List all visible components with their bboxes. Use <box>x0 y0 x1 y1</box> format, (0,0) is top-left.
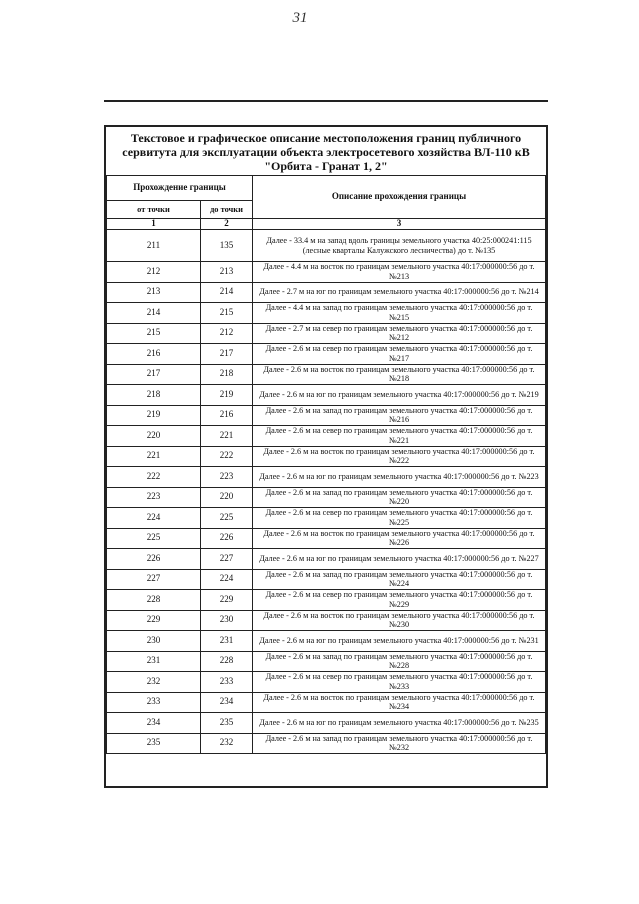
description-cell: Далее - 2.6 м на запад по границам земельного участка 40:17:000000:56 до т. №216 <box>253 405 546 426</box>
from-point-cell: 233 <box>107 692 201 713</box>
to-point-cell: 224 <box>201 569 253 590</box>
description-cell: Далее - 2.6 м на восток по границам земельного участка 40:17:000000:56 до т. №230 <box>253 610 546 631</box>
table-row <box>107 528 546 549</box>
from-point-cell: 216 <box>107 344 201 365</box>
table-row <box>107 230 546 262</box>
title-line-1: Текстовое и графическое описание местоположения границ публичного <box>130 131 522 145</box>
from-point-cell: 212 <box>107 262 201 283</box>
from-point-cell: 225 <box>107 528 201 549</box>
description-cell: Далее - 2.6 м на запад по границам земельного участка 40:17:000000:56 до т. №228 <box>253 651 546 672</box>
description-cell: Далее - 2.7 м на юг по границам земельного участка 40:17:000000:56 до т. №214 <box>253 282 546 303</box>
from-point-cell: 214 <box>107 303 201 324</box>
from-point-cell: 223 <box>107 487 201 508</box>
document-title <box>106 127 546 175</box>
table-row <box>107 323 546 344</box>
description-cell: Далее - 33.4 м на запад вдоль границы земельного участка 40:25:000241:115 (лесные кварталы Калужского лесничества) до т. №135 <box>253 230 546 262</box>
table-row <box>107 569 546 590</box>
description-cell: Далее - 2.6 м на север по границам земельного участка 40:17:000000:56 до т. №221 <box>253 426 546 447</box>
description-cell: Далее - 2.6 м на юг по границам земельного участка 40:17:000000:56 до т. №231 <box>253 631 546 652</box>
table-row <box>107 303 546 324</box>
table-row <box>107 610 546 631</box>
table-row <box>107 590 546 611</box>
to-point-cell: 231 <box>201 631 253 652</box>
to-point-cell: 226 <box>201 528 253 549</box>
header-to-point: до точки <box>201 201 253 219</box>
to-point-cell: 223 <box>201 467 253 488</box>
table-row <box>107 262 546 283</box>
from-point-cell: 211 <box>107 230 201 262</box>
description-cell: Далее - 4.4 м на запад по границам земельного участка 40:17:000000:56 до т. №215 <box>253 303 546 324</box>
table-row <box>107 405 546 426</box>
header-description: Описание прохождения границы <box>253 176 546 219</box>
column-number-2: 2 <box>201 219 253 230</box>
description-cell: Далее - 2.6 м на восток по границам земельного участка 40:17:000000:56 до т. №222 <box>253 446 546 467</box>
header-boundary-passage: Прохождение границы <box>107 176 253 201</box>
table-row <box>107 508 546 529</box>
to-point-cell: 233 <box>201 672 253 693</box>
page-number: 31 <box>292 10 308 26</box>
from-point-cell: 224 <box>107 508 201 529</box>
from-point-cell: 235 <box>107 733 201 754</box>
table-row <box>107 549 546 570</box>
to-point-cell: 235 <box>201 713 253 734</box>
from-point-cell: 228 <box>107 590 201 611</box>
to-point-cell: 234 <box>201 692 253 713</box>
to-point-cell: 135 <box>201 230 253 262</box>
description-cell: Далее - 2.6 м на север по границам земельного участка 40:17:000000:56 до т. №233 <box>253 672 546 693</box>
description-cell: Далее - 2.6 м на юг по границам земельного участка 40:17:000000:56 до т. №227 <box>253 549 546 570</box>
table-row <box>107 385 546 406</box>
description-cell: Далее - 2.7 м на север по границам земельного участка 40:17:000000:56 до т. №212 <box>253 323 546 344</box>
to-point-cell: 218 <box>201 364 253 385</box>
to-point-cell: 212 <box>201 323 253 344</box>
to-point-cell: 225 <box>201 508 253 529</box>
to-point-cell: 219 <box>201 385 253 406</box>
from-point-cell: 222 <box>107 467 201 488</box>
to-point-cell: 222 <box>201 446 253 467</box>
to-point-cell: 215 <box>201 303 253 324</box>
header-rule <box>104 100 548 102</box>
to-point-cell: 232 <box>201 733 253 754</box>
table-row <box>107 651 546 672</box>
servitude-frame <box>104 125 548 788</box>
table-row <box>107 672 546 693</box>
description-cell: Далее - 2.6 м на юг по границам земельного участка 40:17:000000:56 до т. №223 <box>253 467 546 488</box>
table-row <box>107 364 546 385</box>
description-cell: Далее - 2.6 м на запад по границам земельного участка 40:17:000000:56 до т. №232 <box>253 733 546 754</box>
table-body <box>107 230 546 754</box>
from-point-cell: 229 <box>107 610 201 631</box>
table-row <box>107 631 546 652</box>
to-point-cell: 213 <box>201 262 253 283</box>
to-point-cell: 220 <box>201 487 253 508</box>
from-point-cell: 215 <box>107 323 201 344</box>
table-row <box>107 467 546 488</box>
from-point-cell: 234 <box>107 713 201 734</box>
to-point-cell: 217 <box>201 344 253 365</box>
table-row <box>107 344 546 365</box>
to-point-cell: 230 <box>201 610 253 631</box>
from-point-cell: 217 <box>107 364 201 385</box>
from-point-cell: 227 <box>107 569 201 590</box>
table-row <box>107 426 546 447</box>
from-point-cell: 226 <box>107 549 201 570</box>
to-point-cell: 229 <box>201 590 253 611</box>
table-row <box>107 446 546 467</box>
to-point-cell: 216 <box>201 405 253 426</box>
to-point-cell: 214 <box>201 282 253 303</box>
description-cell: Далее - 2.6 м на восток по границам земельного участка 40:17:000000:56 до т. №218 <box>253 364 546 385</box>
from-point-cell: 220 <box>107 426 201 447</box>
description-cell: Далее - 2.6 м на восток по границам земельного участка 40:17:000000:56 до т. №226 <box>253 528 546 549</box>
description-cell: Далее - 2.6 м на север по границам земельного участка 40:17:000000:56 до т. №229 <box>253 590 546 611</box>
from-point-cell: 219 <box>107 405 201 426</box>
description-cell: Далее - 2.6 м на запад по границам земельного участка 40:17:000000:56 до т. №220 <box>253 487 546 508</box>
description-cell: Далее - 2.6 м на восток по границам земельного участка 40:17:000000:56 до т. №234 <box>253 692 546 713</box>
header-from-point: от точки <box>107 201 201 219</box>
title-line-3: "Орбита - Гранат 1, 2" <box>264 159 388 173</box>
to-point-cell: 227 <box>201 549 253 570</box>
description-cell: Далее - 2.6 м на север по границам земельного участка 40:17:000000:56 до т. №217 <box>253 344 546 365</box>
from-point-cell: 221 <box>107 446 201 467</box>
title-line-2: сервитута для эксплуатации объекта электросетевого хозяйства ВЛ-110 кВ <box>122 145 530 159</box>
description-cell: Далее - 2.6 м на запад по границам земельного участка 40:17:000000:56 до т. №224 <box>253 569 546 590</box>
to-point-cell: 221 <box>201 426 253 447</box>
description-cell: Далее - 2.6 м на север по границам земельного участка 40:17:000000:56 до т. №225 <box>253 508 546 529</box>
to-point-cell: 228 <box>201 651 253 672</box>
table-row <box>107 282 546 303</box>
boundary-table <box>106 175 546 754</box>
description-cell: Далее - 4.4 м на восток по границам земельного участка 40:17:000000:56 до т. №213 <box>253 262 546 283</box>
column-number-3: 3 <box>253 219 546 230</box>
table-row <box>107 692 546 713</box>
table-row <box>107 713 546 734</box>
description-cell: Далее - 2.6 м на юг по границам земельного участка 40:17:000000:56 до т. №235 <box>253 713 546 734</box>
from-point-cell: 231 <box>107 651 201 672</box>
description-cell: Далее - 2.6 м на юг по границам земельного участка 40:17:000000:56 до т. №219 <box>253 385 546 406</box>
table-row <box>107 487 546 508</box>
from-point-cell: 230 <box>107 631 201 652</box>
table-row <box>107 733 546 754</box>
column-number-1: 1 <box>107 219 201 230</box>
from-point-cell: 218 <box>107 385 201 406</box>
from-point-cell: 232 <box>107 672 201 693</box>
from-point-cell: 213 <box>107 282 201 303</box>
